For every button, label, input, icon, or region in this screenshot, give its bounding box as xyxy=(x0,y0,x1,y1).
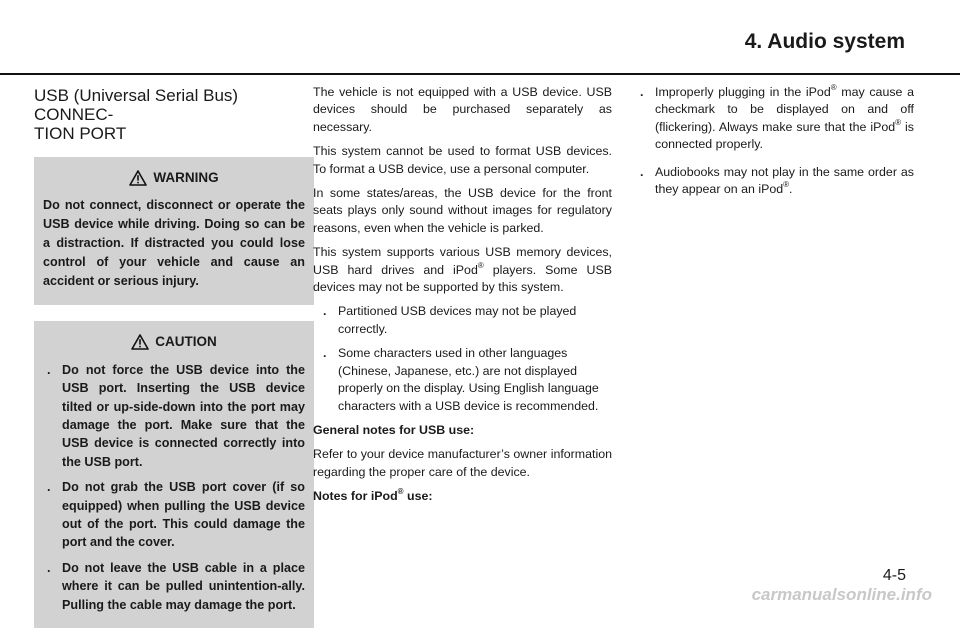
list-item: . Partitioned USB devices may not be played correctly. xyxy=(323,304,577,336)
caution-list xyxy=(43,361,305,614)
warning-title: WARNING xyxy=(153,170,219,185)
left-column xyxy=(34,84,314,628)
warning-triangle-icon xyxy=(129,170,147,186)
list-item: . Do not leave the USB cable in a place where it can be pulled unintention-ally. Pulling the cable may damage the port. xyxy=(47,560,305,612)
watermark: carmanualsonline.info xyxy=(751,585,932,604)
subheading: General notes for USB use: xyxy=(313,422,475,437)
right-column xyxy=(636,84,914,208)
paragraph: This system cannot be used to format USB devices. To format a USB device, use a personal computer. xyxy=(313,144,612,176)
page-number: 4-5 xyxy=(882,567,906,584)
usb-notes-list xyxy=(313,303,612,414)
warning-box xyxy=(34,157,314,305)
paragraph: Refer to your device manufacturer’s owner information regarding the proper care of the device. xyxy=(313,447,612,479)
warning-text: Do not connect, disconnect or operate the USB device while driving. Doing so can be a distraction. If distracted you could lose control of your vehicle and cause an accident or serious injury. xyxy=(43,198,305,289)
list-item: . Improperly plugging in the iPod® may cause a checkmark to be displayed on and off (flickering). Always make sure that the iPod® is connected properly. xyxy=(640,83,914,152)
middle-column xyxy=(313,84,612,513)
caution-box xyxy=(34,321,314,628)
header-rule xyxy=(0,73,960,75)
list-item: . Do not grab the USB port cover (if so equipped) when pulling the USB device out of the port. This could damage the port and the cover. xyxy=(47,480,305,550)
caution-header xyxy=(43,333,305,350)
warning-triangle-icon xyxy=(131,334,149,350)
paragraph: This system supports various USB memory devices, USB hard drives and iPod® players. Some USB devices may not be supported by this system. xyxy=(313,245,613,295)
chapter-title: 4. Audio system xyxy=(744,30,905,53)
ipod-notes-list xyxy=(636,84,914,198)
paragraph: In some states/areas, the USB device for the front seats plays only sound without images for regulatory reasons, even when the vehicle is parked. xyxy=(313,186,612,235)
caution-title: CAUTION xyxy=(155,334,217,350)
paragraph: The vehicle is not equipped with a USB device. USB devices should be purchased separately as necessary. xyxy=(313,85,612,134)
list-item: . Audiobooks may not play in the same order as they appear on an iPod®. xyxy=(640,164,914,197)
list-item: . Some characters used in other languages (Chinese, Japanese, etc.) are not displayed properly on the display. Using English language characters with a USB device is recommended. xyxy=(323,346,599,413)
section-heading: USB (Universal Serial Bus) CONNEC- TION PORT xyxy=(34,86,239,143)
subheading: Notes for iPod® use: xyxy=(313,487,433,504)
warning-header xyxy=(43,169,305,186)
list-item: . Do not force the USB device into the USB port. Inserting the USB device tilted or up-side-down into the port may damage the port. Make sure that the USB device is connected correctly into the USB port. xyxy=(47,362,305,469)
